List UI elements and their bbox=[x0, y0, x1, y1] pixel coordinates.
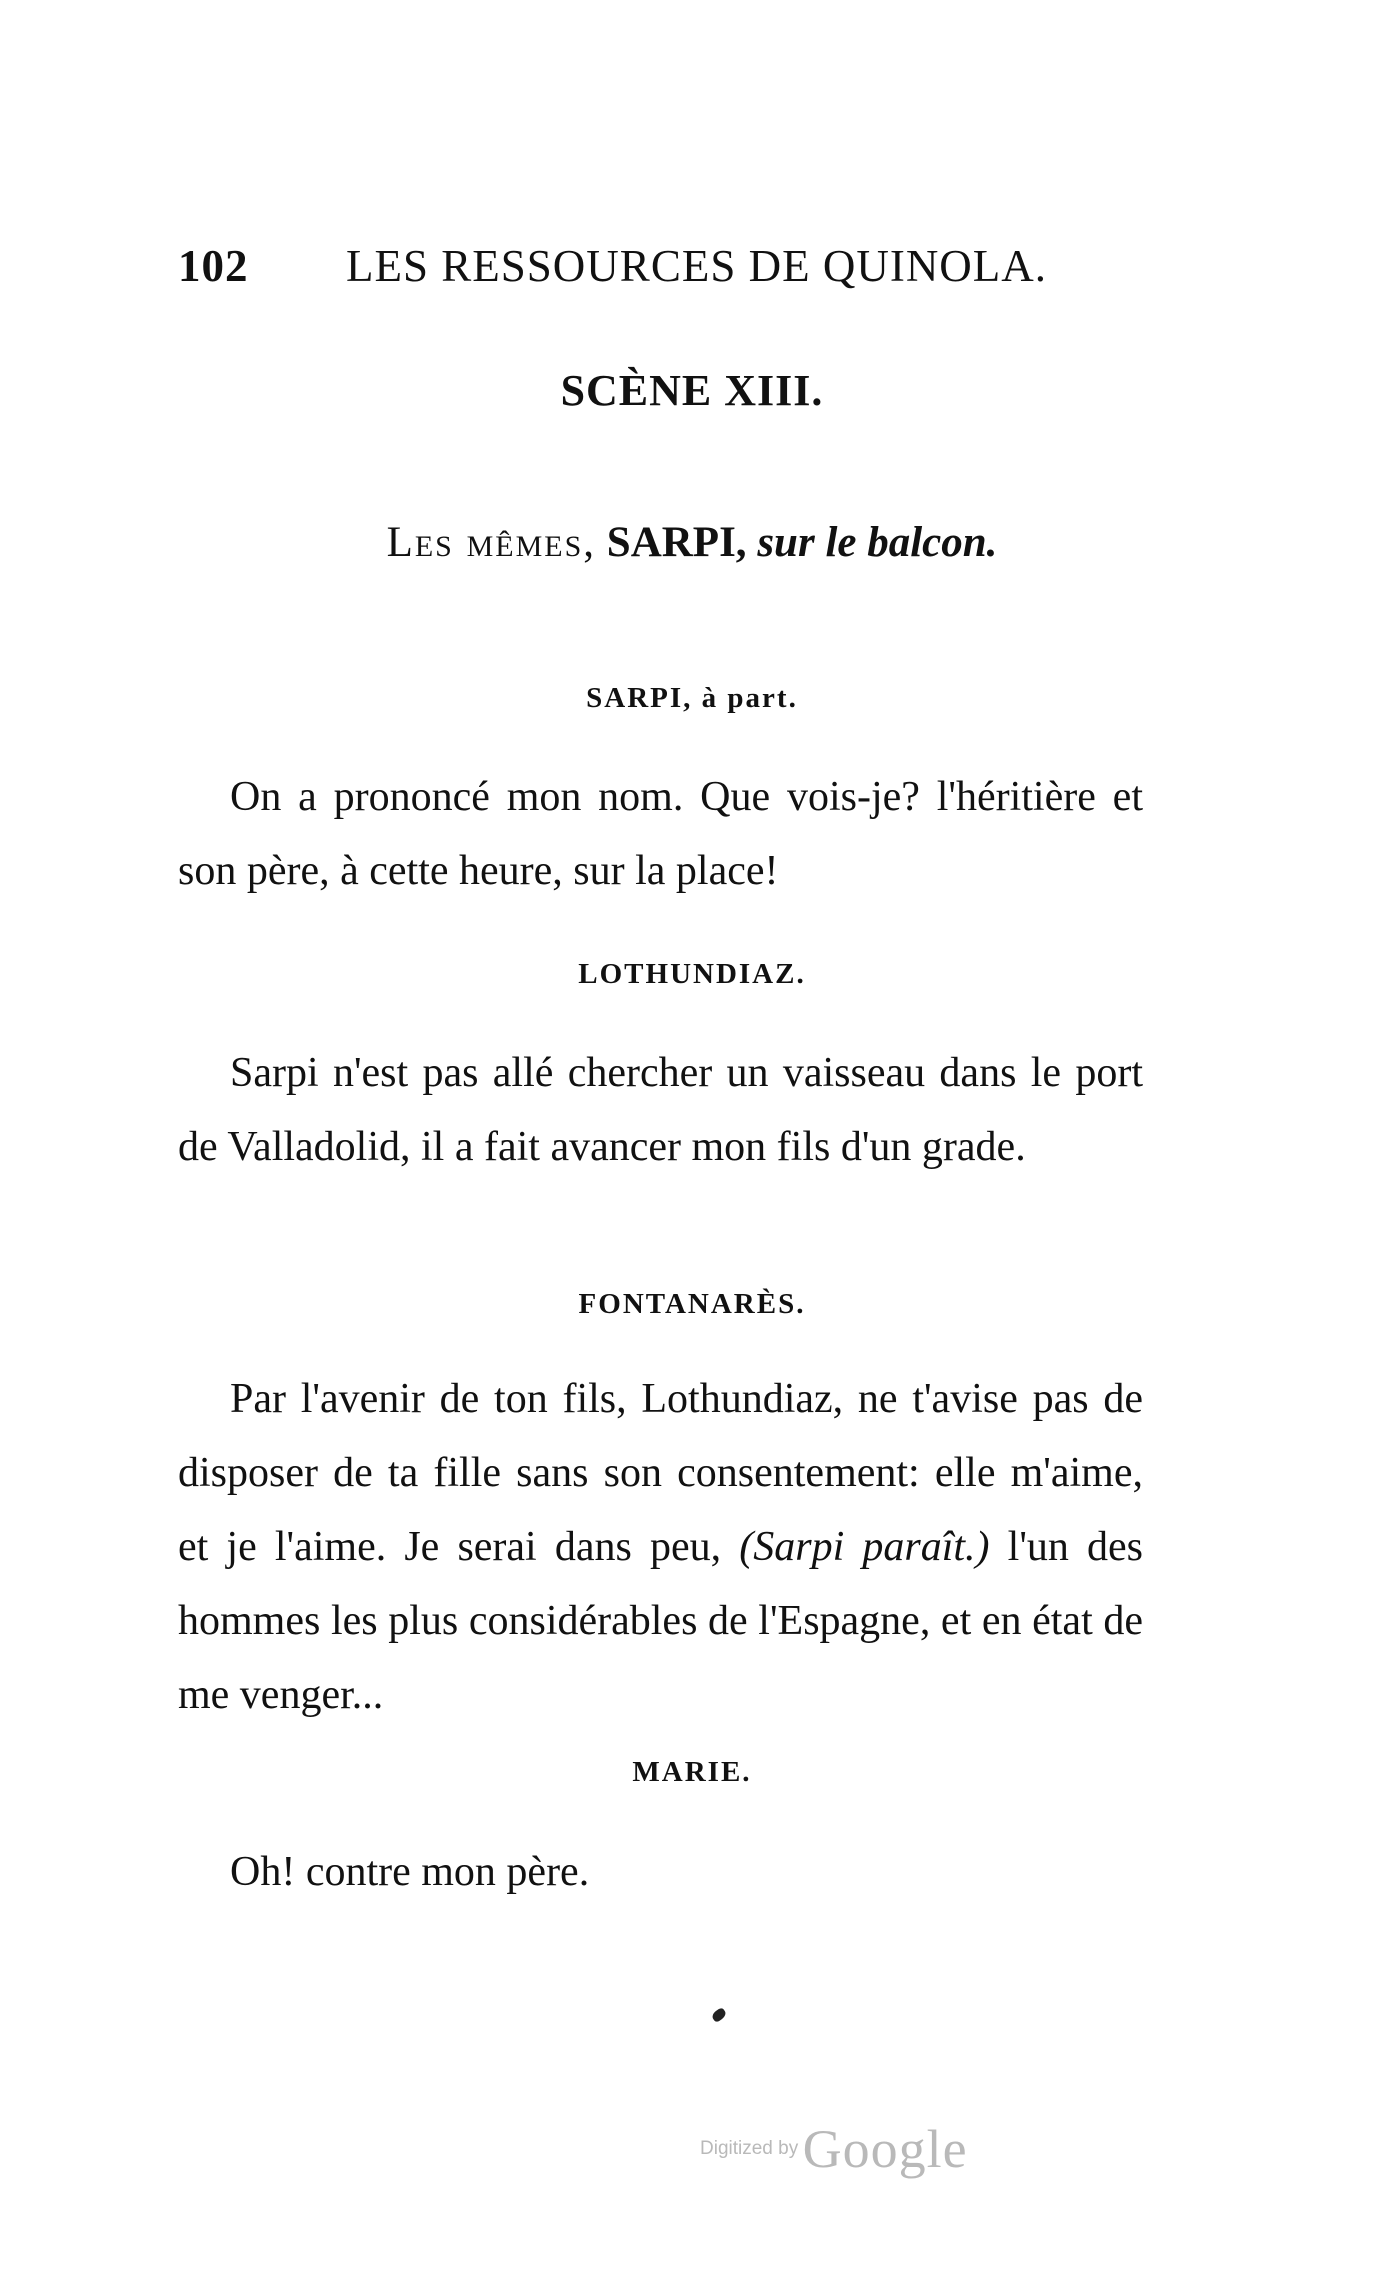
stage-direction-sarpi-parait: (Sarpi paraît.) bbox=[739, 1524, 990, 1570]
ink-speck bbox=[710, 2007, 727, 2023]
scene-heading: SCÈNE XIII. bbox=[560, 366, 824, 415]
cast-prefix: Les mêmes, bbox=[386, 519, 597, 566]
running-head bbox=[178, 240, 1048, 300]
digitized-by-google-watermark bbox=[700, 2118, 968, 2180]
speech-fontanares-part2: l'un des hommes les plus considérables de l'Espagne, et en état de me venger... bbox=[178, 1524, 1143, 1718]
speech-sarpi: On a prononcé mon nom. Que vois-je? l'héritière et son père, à cette heure, sur la place! bbox=[178, 774, 1143, 894]
book-title: LES RESSOURCES DE QUINOLA. bbox=[346, 241, 1048, 291]
speaker-fontanares: FONTANARÈS. bbox=[578, 1288, 806, 1320]
cast-name: SARPI, bbox=[606, 519, 747, 566]
watermark-prefix: Digitized by bbox=[700, 2138, 799, 2159]
speaker-sarpi: SARPI, à part. bbox=[586, 682, 798, 714]
speech-fontanares bbox=[178, 1362, 1143, 1732]
speech-lothundiaz: Sarpi n'est pas allé chercher un vaisseau dans le port de Valladolid, il a fait avancer mon fils d'un grade. bbox=[178, 1050, 1143, 1170]
speech-fontanares-part1: Par l'avenir de ton fils, Lothundiaz, ne t'avise pas de disposer de ta fille sans son consentement: elle m'aime, et je l'aime. Je serai dans peu, bbox=[178, 1376, 1143, 1570]
speaker-marie: MARIE. bbox=[632, 1756, 752, 1788]
google-logo-text: Google bbox=[802, 2119, 968, 2179]
cast-line bbox=[0, 518, 1384, 567]
speech-marie: Oh! contre mon père. bbox=[230, 1849, 590, 1895]
page-number: 102 bbox=[178, 241, 249, 291]
cast-stage-direction: sur le balcon. bbox=[757, 519, 998, 566]
speaker-lothundiaz: LOTHUNDIAZ. bbox=[578, 958, 806, 990]
